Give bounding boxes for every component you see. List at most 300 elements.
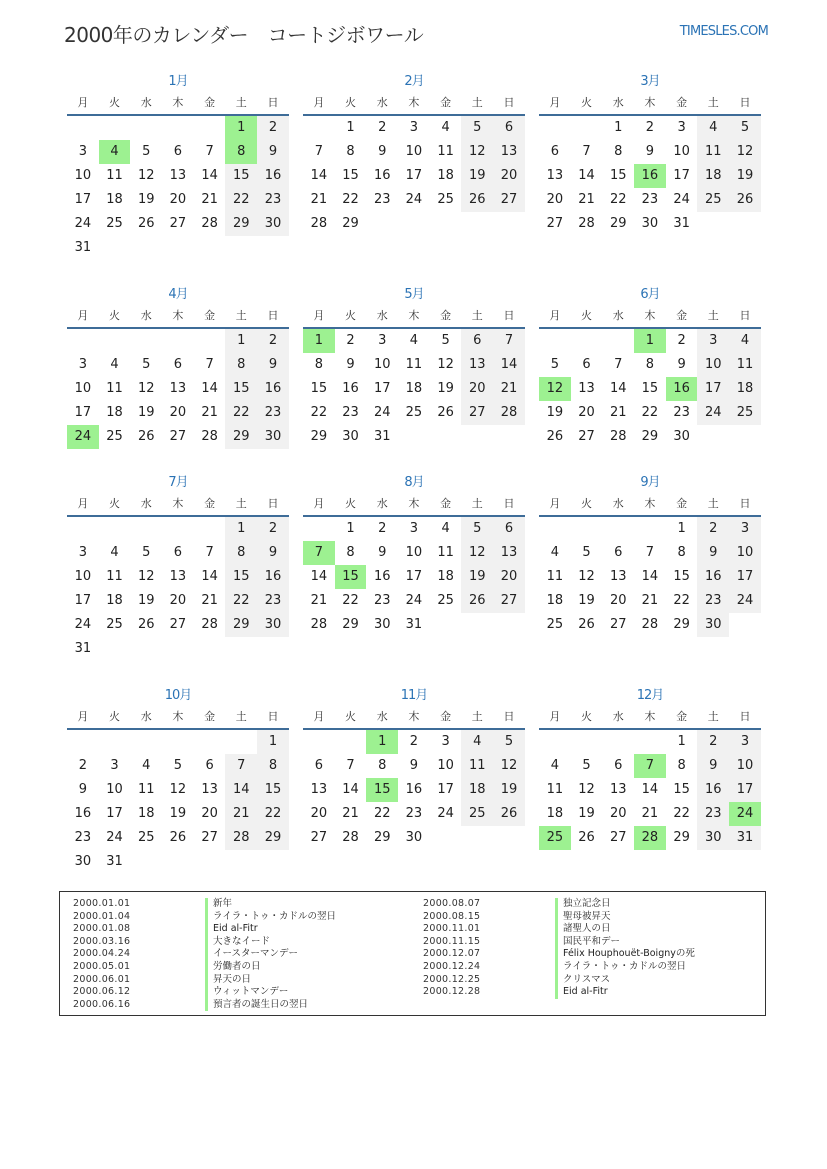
weekday-label: 月 (77, 96, 89, 109)
day-cell: 3 (409, 521, 419, 536)
day-cell: 6 (614, 758, 623, 773)
month-title: 1月 (168, 74, 188, 89)
empty-cell (571, 116, 603, 140)
weekday-label: 水 (140, 497, 152, 510)
day-cell: 20 (609, 806, 627, 821)
day-grid (303, 517, 525, 637)
empty-cell (130, 329, 162, 353)
day-cell: 11 (437, 545, 454, 560)
day-cell: 2 (378, 521, 387, 536)
holiday-row (73, 986, 336, 999)
empty-cell (130, 730, 162, 754)
empty-cell (67, 329, 99, 353)
day-cell: 7 (205, 357, 214, 372)
day-grid (539, 730, 761, 850)
holiday-date: 2000.01.04 (73, 910, 131, 922)
day-cell: 8 (645, 357, 655, 372)
weekday-label: 水 (140, 710, 152, 723)
weekday-label: 月 (77, 309, 89, 322)
weekday-label: 水 (376, 710, 388, 723)
day-cell: 30 (373, 617, 391, 632)
day-cell: 22 (225, 589, 257, 613)
day-cell: 6 (493, 517, 525, 541)
day-cell: 14 (201, 168, 218, 183)
day-cell: 18 (106, 192, 123, 207)
day-cell: 31 (729, 826, 761, 850)
empty-cell (162, 116, 194, 140)
weekday-label: 火 (581, 497, 593, 510)
day-cell: 8 (677, 758, 686, 773)
day-grid (539, 329, 761, 449)
holiday-date: 2000.05.01 (73, 960, 131, 972)
day-cell: 26 (493, 802, 525, 826)
weekday-label: 金 (676, 497, 688, 510)
day-cell: 10 (437, 758, 454, 773)
day-cell: 8 (677, 545, 686, 560)
day-cell: 5 (550, 357, 559, 372)
weekday-label: 土 (235, 710, 247, 723)
day-cell: 16 (405, 782, 423, 797)
weekday-label: 金 (676, 309, 688, 322)
day-cell: 29 (342, 216, 359, 231)
day-cell: 2 (645, 120, 655, 135)
day-cell: 8 (225, 541, 257, 565)
site-logo[interactable]: TIMESLES.COM (679, 24, 768, 39)
day-cell: 4 (550, 758, 559, 773)
day-cell: 28 (342, 830, 359, 845)
weekday-label: 木 (644, 96, 656, 109)
day-cell: 29 (225, 425, 257, 449)
month-9 (539, 473, 761, 637)
day-cell: 27 (310, 830, 328, 845)
day-cell: 20 (310, 806, 328, 821)
holiday-name: 独立記念日 (555, 898, 611, 911)
holiday-date: 2000.03.16 (73, 935, 131, 947)
day-cell: 20 (169, 192, 187, 207)
day-cell: 24 (729, 589, 761, 613)
holiday-name: 聖母被昇天 (555, 911, 611, 924)
day-cell: 3 (378, 333, 387, 348)
holiday-row (423, 948, 695, 961)
day-cell: 28 (310, 216, 328, 231)
day-cell: 2 (78, 758, 87, 773)
day-cell: 21 (641, 593, 659, 608)
weekday-label: 月 (313, 497, 325, 510)
weekday-label: 火 (345, 309, 357, 322)
day-cell: 5 (493, 730, 525, 754)
weekday-header (303, 493, 525, 517)
month-title: 8月 (404, 475, 424, 490)
day-cell: 25 (405, 405, 423, 420)
day-cell: 22 (673, 806, 690, 821)
day-cell: 17 (729, 778, 761, 802)
day-cell: 22 (342, 593, 359, 608)
weekday-label: 水 (376, 497, 388, 510)
weekday-label: 木 (408, 309, 420, 322)
day-cell: 3 (677, 120, 686, 135)
day-cell: 24 (74, 617, 92, 632)
day-cell: 25 (437, 192, 454, 207)
weekday-label: 月 (313, 96, 325, 109)
day-cell: 9 (257, 353, 289, 377)
day-cell: 23 (74, 830, 92, 845)
weekday-label: 日 (267, 497, 279, 510)
month-title: 3月 (640, 74, 660, 89)
day-cell: 24 (405, 593, 423, 608)
day-cell: 1 (257, 730, 289, 754)
day-cell: 10 (74, 381, 92, 396)
month-3 (539, 72, 761, 236)
day-cell: 22 (257, 802, 289, 826)
day-cell: 22 (310, 405, 328, 420)
day-cell: 14 (342, 782, 359, 797)
holiday-day-cell: 16 (634, 164, 666, 188)
day-cell: 14 (641, 782, 659, 797)
day-cell: 27 (493, 589, 525, 613)
day-cell: 11 (546, 569, 564, 584)
holiday-date: 2000.01.08 (73, 923, 131, 935)
day-cell: 7 (582, 144, 591, 159)
day-grid (67, 517, 289, 661)
day-cell: 7 (493, 329, 525, 353)
day-cell: 10 (373, 357, 391, 372)
weekday-label: 水 (376, 309, 388, 322)
weekday-label: 金 (204, 309, 216, 322)
day-cell: 28 (493, 401, 525, 425)
day-cell: 18 (137, 806, 155, 821)
day-cell: 14 (609, 381, 627, 396)
day-cell: 10 (106, 782, 123, 797)
day-cell: 20 (578, 405, 595, 420)
weekday-label: 日 (267, 710, 279, 723)
day-cell: 23 (257, 188, 289, 212)
day-cell: 28 (201, 617, 218, 632)
weekday-label: 金 (676, 96, 688, 109)
day-cell: 23 (373, 593, 391, 608)
day-cell: 6 (461, 329, 493, 353)
weekday-label: 土 (707, 710, 719, 723)
day-cell: 2 (409, 734, 419, 749)
day-cell: 2 (378, 120, 387, 135)
day-cell: 20 (493, 565, 525, 589)
day-cell: 30 (257, 613, 289, 637)
day-cell: 1 (677, 734, 686, 749)
weekday-header (303, 706, 525, 730)
month-7 (67, 473, 289, 661)
weekday-header (67, 493, 289, 517)
day-grid (67, 329, 289, 449)
holiday-date: 2000.12.07 (423, 948, 481, 960)
day-cell: 17 (74, 593, 92, 608)
day-cell: 25 (546, 617, 564, 632)
holiday-day-cell: 1 (366, 730, 398, 754)
day-cell: 2 (257, 517, 289, 541)
weekday-label: 月 (77, 497, 89, 510)
weekday-label: 土 (471, 710, 483, 723)
empty-cell (67, 730, 99, 754)
day-cell: 16 (342, 381, 359, 396)
day-cell: 19 (578, 593, 595, 608)
day-cell: 17 (729, 565, 761, 589)
month-title: 4月 (168, 287, 188, 302)
day-cell: 26 (546, 429, 564, 444)
day-cell: 29 (673, 617, 690, 632)
day-cell: 12 (137, 168, 155, 183)
day-cell: 24 (437, 806, 454, 821)
weekday-label: 火 (345, 497, 357, 510)
weekday-label: 土 (707, 96, 719, 109)
day-cell: 22 (225, 401, 257, 425)
holiday-row (423, 923, 695, 936)
day-cell: 29 (225, 613, 257, 637)
day-cell: 29 (609, 216, 627, 231)
day-cell: 21 (310, 593, 328, 608)
weekday-label: 火 (109, 710, 121, 723)
empty-cell (162, 730, 194, 754)
holiday-date: 2000.06.01 (73, 973, 131, 985)
day-cell: 22 (225, 188, 257, 212)
day-cell: 13 (578, 381, 595, 396)
day-cell: 7 (205, 144, 214, 159)
day-cell: 9 (378, 545, 387, 560)
day-cell: 16 (373, 168, 391, 183)
empty-cell (335, 730, 367, 754)
day-cell: 19 (137, 192, 155, 207)
day-cell: 9 (645, 144, 655, 159)
weekday-label: 日 (739, 710, 751, 723)
day-cell: 10 (405, 144, 423, 159)
holiday-name: Eid al-Fitr (205, 923, 258, 936)
empty-cell (571, 517, 603, 541)
day-cell: 25 (106, 216, 123, 231)
day-cell: 17 (697, 377, 729, 401)
empty-cell (571, 329, 603, 353)
holiday-date: 2000.08.15 (423, 910, 481, 922)
day-cell: 29 (310, 429, 328, 444)
day-cell: 9 (409, 758, 419, 773)
day-cell: 23 (405, 806, 423, 821)
weekday-label: 木 (408, 497, 420, 510)
day-cell: 18 (405, 381, 423, 396)
day-cell: 12 (137, 569, 155, 584)
day-cell: 19 (546, 405, 564, 420)
day-cell: 31 (373, 429, 391, 444)
day-cell: 20 (461, 377, 493, 401)
weekday-label: 火 (581, 96, 593, 109)
day-cell: 4 (441, 521, 450, 536)
day-cell: 17 (74, 405, 92, 420)
day-cell: 2 (257, 116, 289, 140)
day-cell: 8 (257, 754, 289, 778)
day-cell: 15 (225, 377, 257, 401)
day-cell: 22 (609, 192, 627, 207)
holiday-day-cell: 28 (634, 826, 666, 850)
day-cell: 18 (437, 168, 454, 183)
day-cell: 7 (225, 754, 257, 778)
day-cell: 29 (257, 826, 289, 850)
day-cell: 15 (641, 381, 659, 396)
empty-cell (194, 730, 226, 754)
month-title: 12月 (636, 688, 664, 703)
day-cell: 17 (405, 569, 423, 584)
empty-cell (99, 116, 131, 140)
day-cell: 3 (78, 144, 87, 159)
day-cell: 6 (314, 758, 323, 773)
day-cell: 30 (257, 212, 289, 236)
day-cell: 16 (697, 778, 729, 802)
day-cell: 6 (582, 357, 591, 372)
holiday-day-cell: 15 (335, 565, 367, 589)
day-cell: 10 (405, 545, 423, 560)
weekday-label: 火 (109, 497, 121, 510)
empty-cell (539, 730, 571, 754)
day-cell: 4 (441, 120, 450, 135)
holiday-name: ウィットマンデー (205, 986, 288, 999)
day-cell: 29 (373, 830, 391, 845)
empty-cell (99, 730, 131, 754)
day-cell: 24 (106, 830, 123, 845)
weekday-label: 月 (77, 710, 89, 723)
weekday-label: 土 (235, 497, 247, 510)
weekday-header (303, 305, 525, 329)
day-cell: 16 (257, 377, 289, 401)
holiday-day-cell: 24 (729, 802, 761, 826)
day-cell: 15 (257, 778, 289, 802)
day-cell: 30 (74, 854, 92, 869)
weekday-label: 木 (172, 497, 184, 510)
day-cell: 12 (461, 541, 493, 565)
day-cell: 25 (437, 593, 454, 608)
month-title: 7月 (168, 475, 188, 490)
day-cell: 4 (110, 545, 119, 560)
day-cell: 31 (673, 216, 690, 231)
day-cell: 4 (142, 758, 151, 773)
holiday-date: 2000.04.24 (73, 948, 131, 960)
weekday-label: 金 (440, 96, 452, 109)
holiday-name: 労働者の日 (205, 961, 261, 974)
weekday-label: 日 (739, 309, 751, 322)
day-cell: 6 (173, 144, 183, 159)
day-cell: 9 (677, 357, 686, 372)
weekday-label: 金 (440, 497, 452, 510)
day-cell: 22 (342, 192, 359, 207)
day-cell: 6 (205, 758, 214, 773)
day-cell: 21 (225, 802, 257, 826)
day-cell: 28 (310, 617, 328, 632)
day-grid (303, 329, 525, 449)
weekday-header (539, 706, 761, 730)
month-12 (539, 686, 761, 850)
day-cell: 13 (169, 168, 187, 183)
day-cell: 23 (257, 401, 289, 425)
day-cell: 2 (346, 333, 355, 348)
weekday-label: 水 (140, 96, 152, 109)
day-cell: 9 (78, 782, 87, 797)
empty-cell (539, 517, 571, 541)
day-cell: 17 (106, 806, 123, 821)
day-cell: 28 (609, 429, 627, 444)
day-cell: 16 (74, 806, 92, 821)
weekday-label: 月 (549, 710, 561, 723)
day-cell: 3 (697, 329, 729, 353)
day-cell: 10 (673, 144, 690, 159)
weekday-header (67, 305, 289, 329)
day-cell: 26 (461, 589, 493, 613)
day-cell: 13 (169, 569, 187, 584)
day-cell: 9 (257, 541, 289, 565)
day-cell: 7 (314, 144, 323, 159)
month-title: 9月 (640, 475, 660, 490)
day-cell: 17 (405, 168, 423, 183)
day-cell: 11 (405, 357, 423, 372)
day-cell: 27 (609, 830, 627, 845)
day-cell: 12 (137, 381, 155, 396)
day-cell: 16 (257, 565, 289, 589)
holiday-date: 2000.06.16 (73, 998, 131, 1010)
day-cell: 1 (677, 521, 686, 536)
empty-cell (225, 730, 257, 754)
month-5 (303, 285, 525, 449)
weekday-label: 木 (644, 710, 656, 723)
day-cell: 4 (461, 730, 493, 754)
holiday-name: ライラ・トゥ・カドルの翌日 (555, 961, 686, 974)
empty-cell (539, 329, 571, 353)
weekday-label: 木 (172, 309, 184, 322)
day-cell: 7 (614, 357, 623, 372)
day-cell: 19 (578, 806, 595, 821)
day-cell: 26 (169, 830, 187, 845)
day-cell: 20 (169, 405, 187, 420)
day-cell: 25 (697, 188, 729, 212)
day-cell: 20 (609, 593, 627, 608)
day-cell: 6 (173, 357, 183, 372)
day-cell: 11 (106, 168, 123, 183)
day-cell: 14 (310, 569, 328, 584)
day-grid (303, 730, 525, 850)
day-cell: 3 (78, 545, 87, 560)
holiday-day-cell: 7 (634, 754, 666, 778)
day-cell: 30 (673, 429, 690, 444)
empty-cell (303, 517, 335, 541)
month-6 (539, 285, 761, 449)
day-cell: 24 (74, 216, 92, 231)
day-cell: 13 (461, 353, 493, 377)
holiday-name: 昇天の日 (205, 974, 251, 987)
weekday-label: 月 (549, 96, 561, 109)
day-cell: 14 (493, 353, 525, 377)
day-cell: 26 (578, 830, 595, 845)
day-cell: 3 (441, 734, 450, 749)
day-cell: 22 (373, 806, 391, 821)
day-cell: 22 (673, 593, 690, 608)
empty-cell (571, 730, 603, 754)
day-cell: 19 (493, 778, 525, 802)
month-1 (67, 72, 289, 260)
day-cell: 23 (697, 802, 729, 826)
day-cell: 25 (729, 401, 761, 425)
day-cell: 8 (314, 357, 323, 372)
holiday-day-cell: 4 (99, 140, 131, 164)
day-cell: 14 (201, 569, 218, 584)
day-cell: 10 (74, 168, 92, 183)
empty-cell (130, 116, 162, 140)
weekday-header (303, 92, 525, 116)
empty-cell (602, 329, 634, 353)
day-cell: 2 (697, 517, 729, 541)
day-cell: 21 (342, 806, 359, 821)
holiday-day-cell: 15 (366, 778, 398, 802)
day-cell: 18 (697, 164, 729, 188)
